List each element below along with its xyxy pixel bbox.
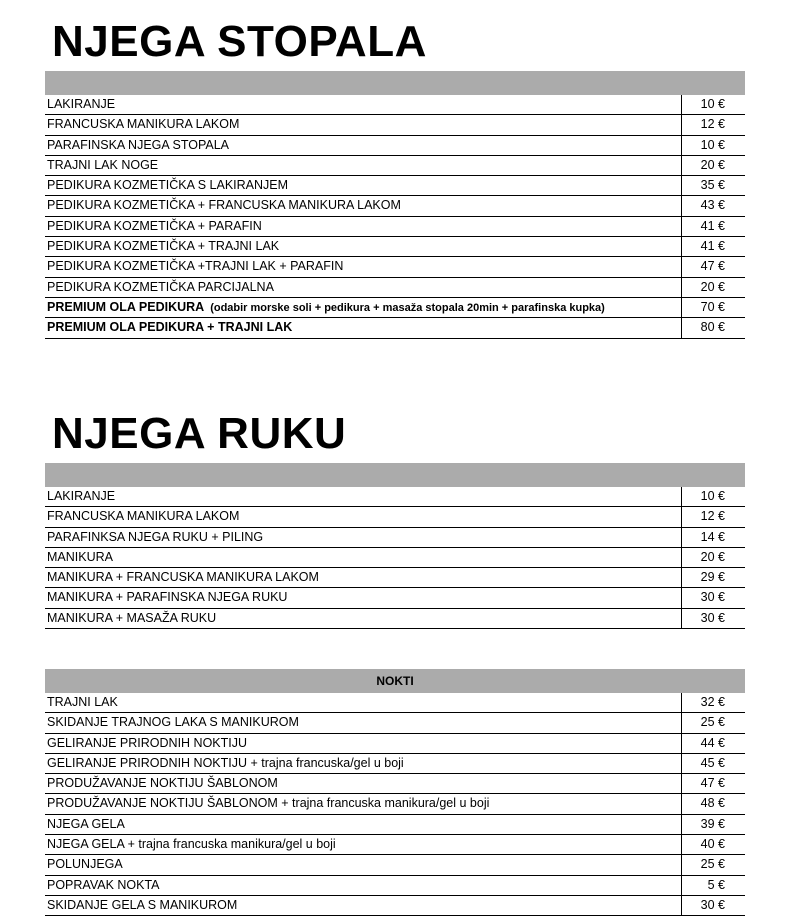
- service-name-text: PEDIKURA KOZMETIČKA + PARAFIN: [47, 218, 262, 233]
- service-name-text: FRANCUSKA MANIKURA LAKOM: [47, 509, 240, 524]
- service-name: [45, 487, 681, 506]
- service-name: [45, 588, 681, 607]
- table-row: [45, 876, 745, 896]
- service-name-text: SKIDANJE TRAJNOG LAKA S MANIKUROM: [47, 715, 299, 730]
- service-name-text: LAKIRANJE: [47, 489, 116, 503]
- table-row: [45, 754, 745, 774]
- service-name-text: POPRAVAK NOKTA: [47, 877, 160, 892]
- service-name-text: FRANCUSKA MANIKURA LAKOM: [47, 117, 240, 132]
- service-name: [45, 855, 681, 874]
- table-header: [45, 463, 745, 487]
- service-name: [45, 95, 681, 114]
- service-name: [45, 693, 681, 712]
- service-name-text: MANIKURA + FRANCUSKA MANIKURA LAKOM: [47, 570, 319, 585]
- service-name-text: GELIRANJE PRIRODNIH NOKTIJU: [47, 735, 248, 750]
- service-price: 20 €: [681, 156, 745, 175]
- service-name: [45, 278, 681, 297]
- service-price: 47 €: [681, 774, 745, 793]
- service-name: [45, 528, 681, 547]
- service-price: 43 €: [681, 196, 745, 215]
- service-name: [45, 176, 681, 195]
- service-name: [45, 156, 681, 175]
- service-name-text: LAKIRANJE: [47, 97, 116, 111]
- service-price: 25 €: [681, 855, 745, 874]
- service-name: [45, 774, 681, 793]
- table-row: [45, 774, 745, 794]
- service-price: 30 €: [681, 588, 745, 607]
- service-name: [45, 713, 681, 732]
- service-name-text: PREMIUM OLA PEDIKURA: [47, 299, 205, 314]
- section-title-hand-care: NJEGA RUKU: [52, 409, 347, 458]
- table-row: [45, 196, 745, 216]
- table-row: [45, 257, 745, 277]
- service-price: 30 €: [681, 609, 745, 628]
- service-name-text: GELIRANJE PRIRODNIH NOKTIJU + trajna francuska/gel u boji: [47, 755, 404, 770]
- service-note: (odabir morske soli + pedikura + masaža stopala 20min + parafinska kupka): [210, 301, 605, 314]
- hand-care-table: [45, 463, 745, 629]
- service-price: 48 €: [681, 794, 745, 813]
- service-price: 10 €: [681, 487, 745, 506]
- table-row: [45, 318, 745, 338]
- table-row: [45, 136, 745, 156]
- service-name: [45, 257, 681, 276]
- service-price: 44 €: [681, 734, 745, 753]
- table-row: [45, 835, 745, 855]
- table-row: [45, 548, 745, 568]
- table-row: [45, 237, 745, 257]
- service-name-text: NJEGA GELA + trajna francuska manikura/gel u boji: [47, 837, 336, 852]
- service-name: [45, 734, 681, 753]
- table-row: [45, 95, 745, 115]
- service-name: [45, 568, 681, 587]
- service-price: 10 €: [681, 136, 745, 155]
- table-header: [45, 71, 745, 95]
- table-row: [45, 217, 745, 237]
- service-price: 45 €: [681, 754, 745, 773]
- table-row: [45, 487, 745, 507]
- service-name: [45, 794, 681, 813]
- service-name-text: PRODUŽAVANJE NOKTIJU ŠABLONOM + trajna francuska manikura/gel u boji: [47, 796, 490, 811]
- service-name-text: PEDIKURA KOZMETIČKA + TRAJNI LAK: [47, 239, 280, 254]
- service-name: [45, 318, 681, 337]
- table-row: [45, 156, 745, 176]
- service-name-text: PEDIKURA KOZMETIČKA + FRANCUSKA MANIKURA LAKOM: [47, 198, 401, 213]
- service-name: [45, 298, 681, 317]
- service-price: 39 €: [681, 815, 745, 834]
- table-row: [45, 734, 745, 754]
- service-name: [45, 136, 681, 155]
- table-row: [45, 896, 745, 916]
- service-price: 40 €: [681, 835, 745, 854]
- service-price: 12 €: [681, 507, 745, 526]
- table-row: [45, 278, 745, 298]
- service-price: 32 €: [681, 693, 745, 712]
- service-price: 20 €: [681, 548, 745, 567]
- service-price: 5 €: [681, 876, 745, 895]
- section-title-foot-care: NJEGA STOPALA: [52, 17, 427, 66]
- service-name: [45, 609, 681, 628]
- service-price: 29 €: [681, 568, 745, 587]
- service-name-text: PARAFINSKA NJEGA STOPALA: [47, 137, 230, 152]
- service-name: [45, 815, 681, 834]
- service-name-text: POLUNJEGA: [47, 857, 123, 872]
- table-row: [45, 713, 745, 733]
- service-price: 20 €: [681, 278, 745, 297]
- table-row: [45, 693, 745, 713]
- service-price: 41 €: [681, 237, 745, 256]
- table-row: [45, 855, 745, 875]
- service-price: 47 €: [681, 257, 745, 276]
- service-price: 70 €: [681, 298, 745, 317]
- service-name-text: MANIKURA: [47, 549, 113, 564]
- table-row: [45, 588, 745, 608]
- table-row: [45, 176, 745, 196]
- table-row: [45, 609, 745, 629]
- service-name-text: MANIKURA + PARAFINSKA NJEGA RUKU: [47, 590, 288, 605]
- table-row: [45, 528, 745, 548]
- table-row: [45, 815, 745, 835]
- service-price: 25 €: [681, 713, 745, 732]
- table-row: [45, 298, 745, 318]
- foot-care-table: [45, 71, 745, 339]
- service-price: 35 €: [681, 176, 745, 195]
- service-price: 41 €: [681, 217, 745, 236]
- service-price: 80 €: [681, 318, 745, 337]
- service-name-text: PREMIUM OLA PEDIKURA + TRAJNI LAK: [47, 320, 293, 335]
- service-name: [45, 507, 681, 526]
- service-name-text: MANIKURA + MASAŽA RUKU: [47, 610, 217, 625]
- table-header-nails: NOKTI: [45, 669, 745, 693]
- service-name-text: PEDIKURA KOZMETIČKA +TRAJNI LAK + PARAFIN: [47, 259, 344, 274]
- service-name: [45, 876, 681, 895]
- service-name: [45, 217, 681, 236]
- table-row: [45, 507, 745, 527]
- service-price: 12 €: [681, 115, 745, 134]
- service-name-text: NJEGA GELA: [47, 816, 125, 831]
- table-row: [45, 115, 745, 135]
- service-name-text: PARAFINKSA NJEGA RUKU + PILING: [47, 529, 264, 544]
- service-name: [45, 896, 681, 915]
- service-name: [45, 196, 681, 215]
- service-price: 30 €: [681, 896, 745, 915]
- service-name-text: PEDIKURA KOZMETIČKA S LAKIRANJEM: [47, 178, 289, 193]
- service-name: [45, 754, 681, 773]
- service-name-text: TRAJNI LAK: [47, 695, 118, 709]
- service-name: [45, 835, 681, 854]
- service-name: [45, 237, 681, 256]
- service-name: [45, 548, 681, 567]
- service-price: 10 €: [681, 95, 745, 114]
- service-name: [45, 115, 681, 134]
- service-name-text: PEDIKURA KOZMETIČKA PARCIJALNA: [47, 279, 274, 294]
- service-name-text: TRAJNI LAK NOGE: [47, 157, 159, 172]
- service-name-text: SKIDANJE GELA S MANIKUROM: [47, 897, 238, 912]
- nails-table: [45, 669, 745, 916]
- service-price: 14 €: [681, 528, 745, 547]
- table-row: [45, 568, 745, 588]
- service-name-text: PRODUŽAVANJE NOKTIJU ŠABLONOM: [47, 776, 278, 791]
- table-row: [45, 794, 745, 814]
